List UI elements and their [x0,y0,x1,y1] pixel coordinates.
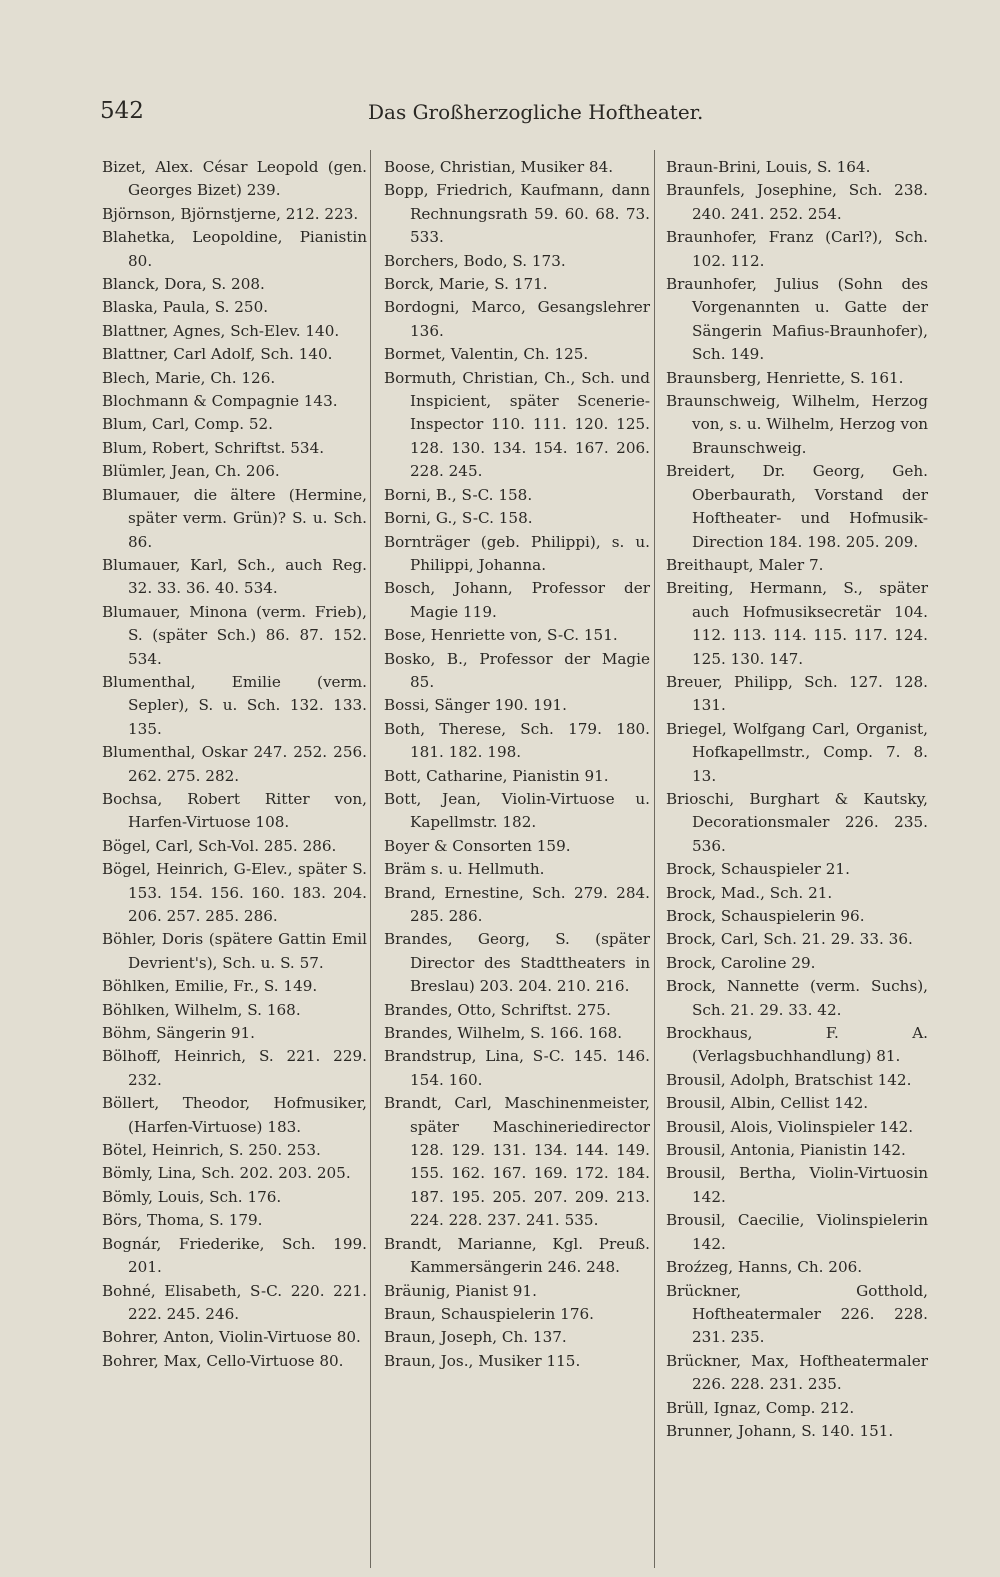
index-entry: Bordogni, Marco, Gesangslehrer 136. [384,298,650,340]
index-entry: Bräunig, Pianist 91. [384,1281,537,1300]
index-entry: Borck, Marie, S. 171. [384,275,548,294]
index-entry: Blum, Carl, Comp. 52. [102,415,274,434]
index-entry: Borni, B., S-C. 158. [384,485,533,504]
index-entry: Bopp, Friedrich, Kaufmann, dann Rechnungsrath 59. 60. 68. 73. 533. [384,181,650,247]
index-entry: Brock, Schauspieler 21. [666,860,850,879]
index-entry: Bögel, Carl, Sch-Vol. 285. 286. [102,836,337,855]
index-entry: Brunner, Johann, S. 140. 151. [666,1421,894,1440]
index-entry: Böhler, Doris (spätere Gattin Emil Devrient's), Sch. u. S. 57. [102,930,367,972]
index-entry: Bormuth, Christian, Ch., Sch. und Inspicient, später Scenerie-Inspector 110. 111. 120. 125. 128. 130. 134. 154. 167. 206. 228. 245. [384,368,650,481]
index-entry: Blanck, Dora, S. 208. [102,275,265,294]
index-entry: Brandt, Marianne, Kgl. Preuß. Kammersängerin 246. 248. [384,1234,650,1277]
index-entry: Blumenthal, Emilie (verm. Sepler), S. u. Sch. 132. 133. 135. [102,672,367,738]
index-entry: Brand, Ernestine, Sch. 279. 284. 285. 286. [384,883,650,925]
index-entry: Bose, Henriette von, S-C. 151. [384,626,618,645]
index-entry: Bormet, Valentin, Ch. 125. [384,345,589,364]
index-column-1 [102,156,367,1373]
index-entry: Brousil, Antonia, Pianistin 142. [666,1141,906,1160]
index-entry: Braun-Brini, Louis, S. 164. [666,158,871,176]
index-entry: Brousil, Adolph, Bratschist 142. [666,1070,912,1089]
index-entry: Brückner, Max, Hoftheatermaler 226. 228. 231. 235. [666,1351,928,1394]
index-entry: Brock, Schauspielerin 96. [666,907,865,925]
index-entry: Brousil, Bertha, Violin-Virtuosin 142. [666,1164,928,1206]
index-entry: Breithaupt, Maler 7. [666,555,824,574]
index-entry: Both, Therese, Sch. 179. 180. 181. 182. 198. [384,719,650,762]
index-entry: Brock, Nannette (verm. Suchs), Sch. 21. 29. 33. 42. [666,977,928,1019]
index-entry: Bömly, Lina, Sch. 202. 203. 205. [102,1164,351,1183]
index-entry: Braunsberg, Henriette, S. 161. [666,368,904,387]
index-entry: Brüll, Ignaz, Comp. 212. [666,1398,855,1417]
index-entry: Brandstrup, Lina, S-C. 145. 146. 154. 160. [384,1047,650,1089]
index-entry: Braun, Joseph, Ch. 137. [384,1328,567,1347]
index-entry: Bölhoff, Heinrich, S. 221. 229. 232. [102,1047,367,1089]
index-entry: Böhlken, Wilhelm, S. 168. [102,1000,301,1019]
index-entry: Brousil, Caecilie, Violinspielerin 142. [666,1211,928,1253]
index-entry: Blech, Marie, Ch. 126. [102,368,276,387]
index-entry: Bötel, Heinrich, S. 250. 253. [102,1141,321,1160]
index-entry: Blumenthal, Oskar 247. 252. 256. 262. 275. 282. [102,743,367,785]
index-entry: Blattner, Carl Adolf, Sch. 140. [102,345,333,364]
index-entry: Braunhofer, Julius (Sohn des Vorgenannten u. Gatte der Sängerin Mafius-Braunhofer), Sch. 149. [666,275,928,364]
index-entry: Bosch, Johann, Professor der Magie 119. [384,579,650,621]
index-entry: Brousil, Albin, Cellist 142. [666,1094,869,1113]
index-entry: Bohrer, Max, Cello-Virtuose 80. [102,1351,344,1370]
index-entry: Brückner, Gotthold, Hoftheatermaler 226. 228. 231. 235. [666,1281,928,1347]
index-entry: Bornträger (geb. Philippi), s. u. Philippi, Johanna. [384,532,650,574]
index-entry: Brandes, Georg, S. (später Director des Stadttheaters in Breslau) 203. 204. 210. 216. [384,930,650,996]
index-entry: Bräm s. u. Hellmuth. [384,860,545,879]
index-column-3 [666,156,928,1443]
index-entry: Böhlken, Emilie, Fr., S. 149. [102,977,318,996]
index-entry: Brock, Caroline 29. [666,953,816,972]
index-entry: Braunhofer, Franz (Carl?), Sch. 102. 112. [666,228,928,270]
index-entry: Brandes, Wilhelm, S. 166. 168. [384,1024,623,1043]
index-entry: Brandt, Carl, Maschinenmeister, später Maschineriedirector 128. 129. 131. 134. 144. 149. 155. 162. 167. 169. 172. 184. 187. 195. 205. 207. 209. 213. 224. 228. 237. 241. 535. [384,1094,650,1230]
index-entry: Bott, Jean, Violin-Virtuose u. Kapellmstr. 182. [384,789,650,832]
index-entry: Brock, Mad., Sch. 21. [666,883,833,902]
index-entry: Borchers, Bodo, S. 173. [384,251,566,270]
running-title: Das Großherzogliche Hoftheater. [368,100,704,124]
column-rule [370,150,371,1568]
index-entry: Bizet, Alex. César Leopold (gen. Georges Bizet) 239. [102,158,367,200]
index-column-2 [384,156,650,1373]
index-entry: Bosko, B., Professor der Magie 85. [384,649,650,691]
index-entry: Björnson, Björnstjerne, 212. 223. [102,204,359,223]
index-entry: Braunschweig, Wilhelm, Herzog von, s. u. Wilhelm, Herzog von Braunschweig. [666,392,928,457]
index-entry: Bohrer, Anton, Violin-Virtuose 80. [102,1328,361,1347]
page-number: 542 [100,98,144,124]
index-entry: Brousil, Alois, Violinspieler 142. [666,1117,914,1136]
index-entry: Blaska, Paula, S. 250. [102,298,269,317]
index-entry: Böllert, Theodor, Hofmusiker, (Harfen-Virtuose) 183. [102,1094,367,1136]
index-entry: Brioschi, Burghart & Kautsky, Decorationsmaler 226. 235. 536. [666,789,928,855]
index-entry: Brock, Carl, Sch. 21. 29. 33. 36. [666,930,913,949]
index-entry: Blochmann & Compagnie 143. [102,392,338,411]
index-entry: Bohné, Elisabeth, S-C. 220. 221. 222. 245. 246. [102,1281,367,1323]
index-entry: Blumauer, die ältere (Hermine, später verm. Grün)? S. u. Sch. 86. [102,485,367,551]
index-entry: Breiting, Hermann, S., später auch Hofmusiksecretär 104. 112. 113. 114. 115. 117. 124. 125. 130. 147. [666,579,928,668]
index-entry: Bochsa, Robert Ritter von, Harfen-Virtuose 108. [102,789,367,832]
index-entry: Breuer, Philipp, Sch. 127. 128. 131. [666,672,928,715]
index-entry: Briegel, Wolfgang Carl, Organist, Hofkapellmstr., Comp. 7. 8. 13. [666,719,928,785]
page-header [100,98,704,134]
index-entry: Breidert, Dr. Georg, Geh. Oberbaurath, Vorstand der Hoftheater- und Hofmusik-Direction 184. 198. 205. 209. [666,462,928,551]
index-entry: Broźzeg, Hanns, Ch. 206. [666,1258,863,1277]
index-entry: Bögel, Heinrich, G-Elev., später S. 153. 154. 156. 160. 183. 204. 206. 257. 285. 286. [102,860,367,925]
index-entry: Böhm, Sängerin 91. [102,1024,255,1043]
index-entry: Blumauer, Minona (verm. Frieb), S. (später Sch.) 86. 87. 152. 534. [102,602,367,668]
index-entry: Bognár, Friederike, Sch. 199. 201. [102,1234,367,1277]
index-entry: Bömly, Louis, Sch. 176. [102,1187,282,1206]
index-entry: Brockhaus, F. A. (Verlagsbuchhandlung) 81. [666,1024,928,1066]
index-entry: Boyer & Consorten 159. [384,836,571,855]
index-entry: Blahetka, Leopoldine, Pianistin 80. [102,228,367,270]
index-entry: Blümler, Jean, Ch. 206. [102,462,280,481]
index-entry: Blumauer, Karl, Sch., auch Reg. 32. 33. 36. 40. 534. [102,555,367,598]
index-entry: Braunfels, Josephine, Sch. 238. 240. 241. 252. 254. [666,181,928,223]
index-entry: Börs, Thoma, S. 179. [102,1211,263,1230]
index-entry: Borni, G., S-C. 158. [384,509,533,528]
index-entry: Blum, Robert, Schriftst. 534. [102,438,325,457]
column-rule [654,150,655,1568]
index-entry: Brandes, Otto, Schriftst. 275. [384,1000,611,1019]
index-entry: Boose, Christian, Musiker 84. [384,158,614,176]
index-entry: Braun, Schauspielerin 176. [384,1304,594,1323]
index-entry: Braun, Jos., Musiker 115. [384,1351,581,1370]
index-entry: Blattner, Agnes, Sch-Elev. 140. [102,321,340,340]
index-entry: Bott, Catharine, Pianistin 91. [384,766,609,785]
index-entry: Bossi, Sänger 190. 191. [384,696,567,715]
